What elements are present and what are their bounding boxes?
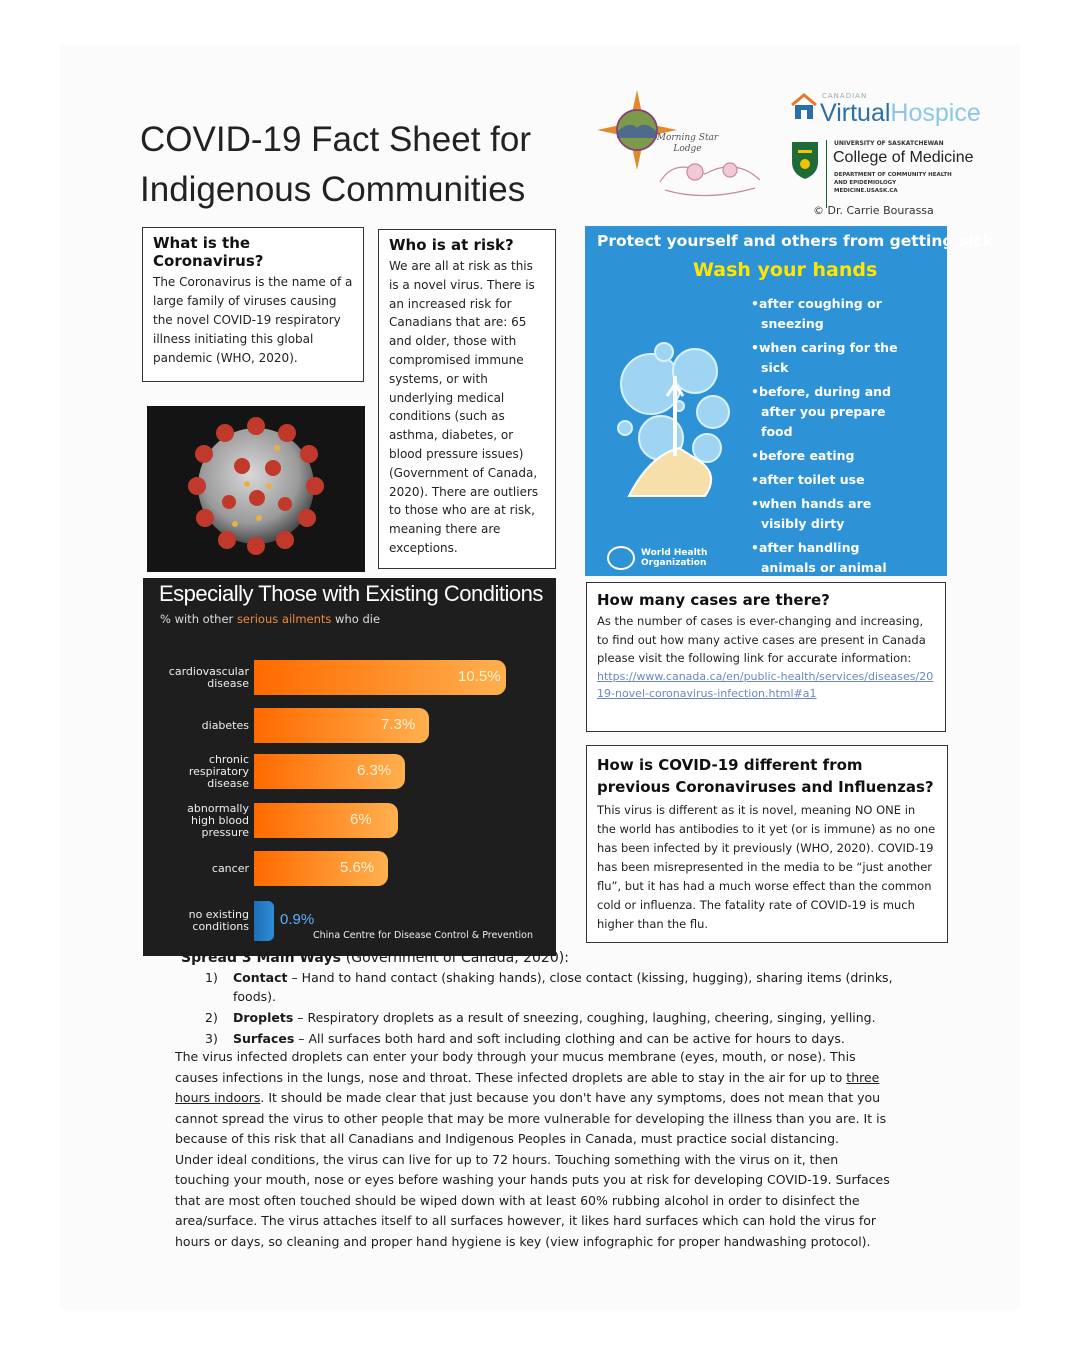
chart-bar [254,803,398,838]
handwashing-item: • before eating [751,446,909,466]
chart-value-label: 6.3% [357,761,392,779]
usask-shield-icon [790,140,820,180]
chart-value-label: 6% [350,810,372,828]
hospice-house-icon [790,92,818,122]
coronavirus-image [147,406,365,572]
existing-conditions-chart [143,578,556,956]
chart-category-label: no existing conditions [188,908,249,933]
risk-text: We are all at risk as this is a novel virus. There is an increased risk for Canadians that are: 65 and older, those with compromised immune systems, or with underlying medical conditions (such as asthma, diabetes, or blood pressure issues) (Government of Canada, 2020). There are outliers to those who are at risk, meaning there are exceptions. [389,259,539,555]
different-heading: How is COVID-19 different from previous Coronaviruses and Influenzas? [597,756,934,796]
copyright-credit: © Dr. Carrie Bourassa [813,204,934,217]
who-emblem-icon [607,546,635,570]
usask-logo: UNIVERSITY OF SASKATCHEWAN College of Medicine DEPARTMENT OF COMMUNITY HEALTH AND EPIDEMIOLOGY MEDICINE.USASK.CA [790,140,820,184]
spread-list [205,968,901,1048]
chart-value-label: 5.6% [340,858,375,876]
chart-title: Especially Those with Existing Conditions [159,581,543,606]
morning-star-lodge-name: Morning Star Lodge [656,133,719,154]
handwashing-item: • when hands are visibly dirty [751,494,909,534]
chart-category-label: abnormally high blood pressure [187,801,249,839]
what-text: The Coronavirus is the name of a large family of viruses causing the novel COVID-19 respiratory illness initiating this global pandemic (WHO, 2020). [153,275,353,365]
chart-subtitle: % with other serious ailments who die [160,612,381,626]
handwashing-list [751,294,909,602]
chart-bar [254,901,274,941]
chart-category-label: chronic respiratory disease [188,752,249,790]
spread-item: 1) Contact – Hand to hand contact (shaking hands), close contact (kissing, hugging), sharing items (drinks, foods). [205,970,893,1004]
who-handwashing-panel [585,226,993,576]
what-is-coronavirus-box [142,227,364,382]
who-at-risk-box [378,229,556,569]
risk-heading: Who is at risk? [389,236,514,254]
handwashing-item: • before, during and after you prepare food [751,382,909,442]
who-org-name: World Health Organization [641,548,708,568]
virus-particle-icon [147,406,365,572]
cases-link[interactable]: https://www.canada.ca/en/public-health/services/diseases/2019-novel-coronavirus-infection.html#a1 [597,669,934,700]
spread-section [181,950,901,1050]
spread-item: 3) Surfaces – All surfaces both hard and soft including clothing and can be active for hours to days. [205,1031,845,1046]
handwashing-item: • after coughing or sneezing [751,294,909,334]
who-panel-subtitle: Wash your hands [693,259,878,281]
how-many-cases-box [586,582,946,732]
chart-value-label: 10.5% [458,667,501,685]
handwashing-bubbles-icon [609,336,739,506]
cases-text: As the number of cases is ever-changing and increasing, to find out how many active cases are present in Canada please visit the following link for accurate information: [597,614,926,665]
chart-category-label: cancer [211,861,249,875]
handwashing-item: • after toilet use [751,470,909,490]
chart-category-label: diabetes [201,718,249,732]
cases-heading: How many cases are there? [597,591,830,609]
spread-item: 2) Droplets – Respiratory droplets as a result of sneezing, coughing, laughing, cheering, singing, yelling. [205,1010,876,1025]
handwashing-item: • after handling animals or animal [751,538,909,598]
title-line-2: Indigenous Communities [140,170,526,209]
covid-different-box [586,745,948,943]
chart-value-label: 7.3% [381,715,416,733]
chart-category-label: cardiovascular disease [168,664,249,690]
page-title [140,115,531,215]
handwashing-item: • when caring for the sick [751,338,909,378]
title-line-1: COVID-19 Fact Sheet for [140,120,531,159]
who-panel-title: Protect yourself and others from getting sick [597,232,993,250]
spread-body-text: The virus infected droplets can enter your body through your mucus membrane (eyes, mouth, or nose). This causes infections in the lungs, nose and throat. These infected droplets are able to stay in the air for up to three hours indoors. It should be made clear that just because you don't have any symptoms, does not mean that you cannot spread the virus to other people that may be more vulnerable for developing the illness than you are. It is because of this risk that all Canadians and Indigenous Peoples in Canada, must practice social distancing. Under ideal conditions, the virus can live for up to 72 hours. Touching something with the virus on it, then touching your mouth, nose or eyes before washing your hands puts you at risk for developing COVID-19. Surfaces that are most often touched should be wiped down with at least 60% rubbing alcohol in order to disinfect the area/surface. The virus attaches itself to all surfaces however, it likes hard surfaces which can hold the virus for hours or days, so cleaning and proper hand hygiene is key (view infographic for proper handwashing protocol). [175,1049,890,1249]
chart-source: China Centre for Disease Control & Prevention [313,930,533,941]
chart-value-label: 0.9% [280,911,315,928]
different-text: This virus is different as it is novel, meaning NO ONE in the world has antibodies to it yet (or is immune) as no one has been infected by it previously (WHO, 2020). COVID-19 has been misrepresented in the media to be “just another flu”, but it has had a much worse effect than the common cold or influenza. The fatality rate of COVID-19 is much higher than the flu. [597,803,936,931]
what-heading: What is the Coronavirus? [153,234,264,270]
spread-heading: Spread 3 Main Ways (Government of Canada, 2020): [181,950,569,966]
virtual-hospice-logo: CANADIAN VirtualHospice [790,92,818,126]
